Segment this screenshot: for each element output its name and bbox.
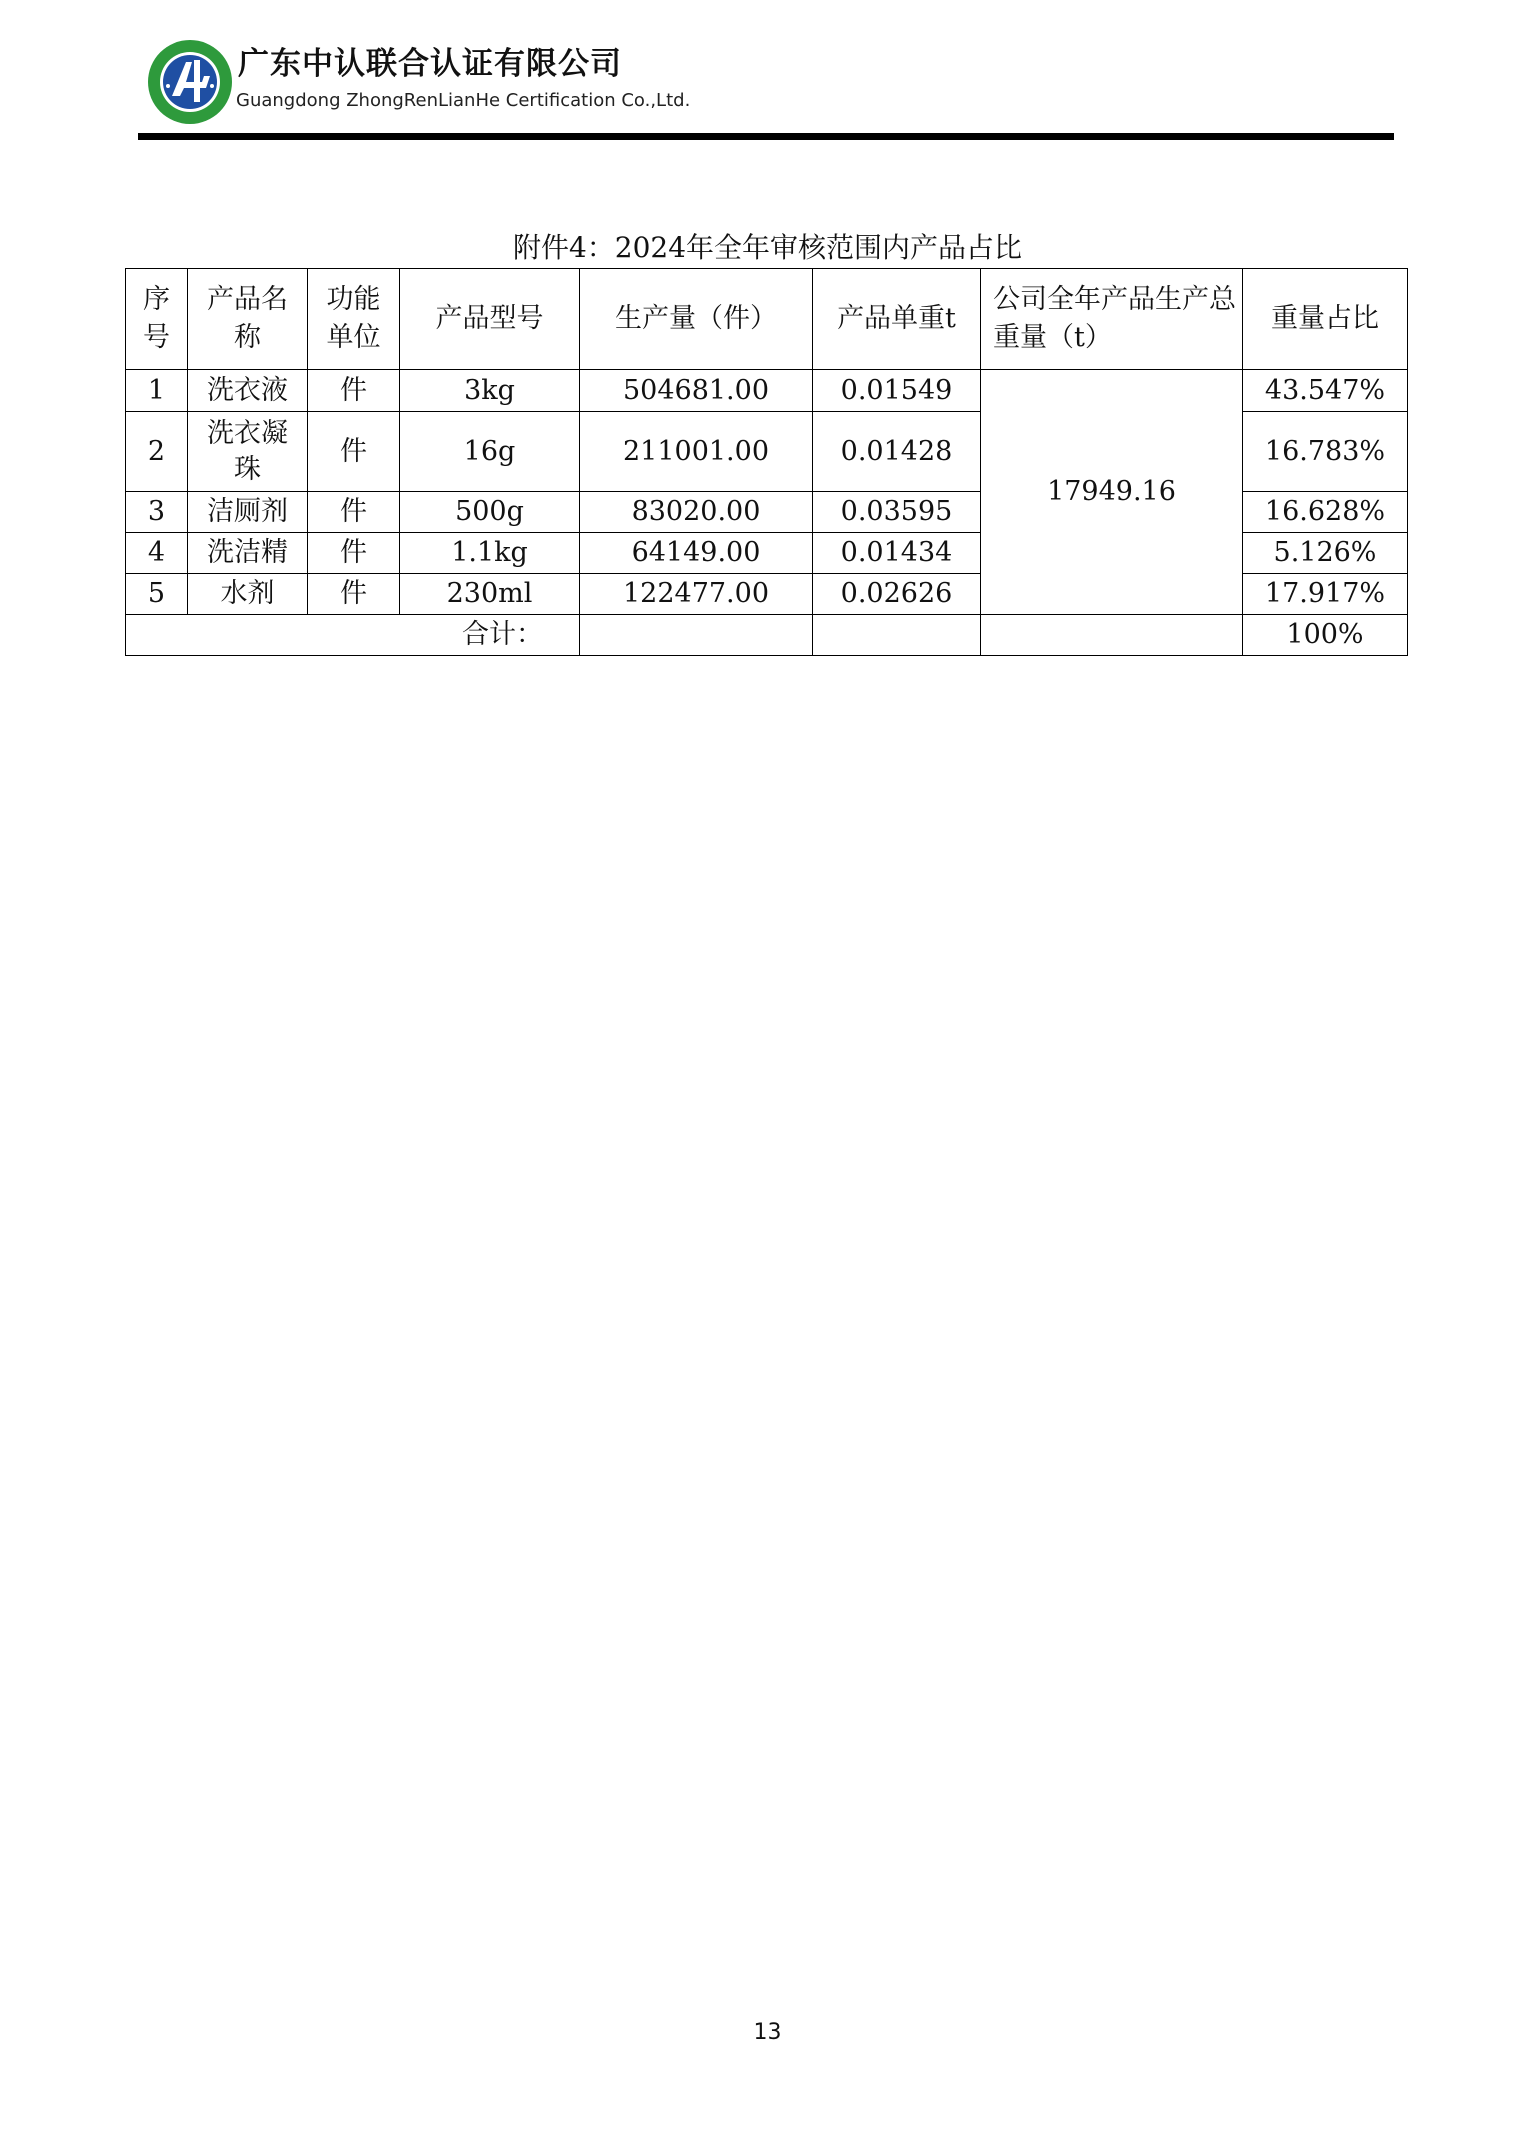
total-share: 100% [1243,615,1408,656]
header-seq: 序号 [126,269,188,370]
total-total-weight [981,615,1243,656]
cell-seq: 5 [126,574,188,615]
header-model: 产品型号 [400,269,580,370]
product-share-table [125,268,1408,656]
table-caption: 附件4：2024年全年审核范围内产品占比 [512,231,1023,264]
product-share-table-wrap [125,268,1407,656]
cell-name: 洗衣液 [188,370,308,412]
cell-unit-weight: 0.01434 [813,533,981,574]
table-header-row [126,269,1408,370]
total-label: 合计： [126,615,580,656]
cell-unit: 件 [308,492,400,533]
cell-name: 洗衣凝珠 [188,412,308,492]
cell-model: 500g [400,492,580,533]
cell-unit: 件 [308,533,400,574]
cell-unit-weight: 0.01549 [813,370,981,412]
table-total-row [126,615,1408,656]
company-name-cn: 广东中认联合认证有限公司 [238,46,622,82]
cell-unit: 件 [308,574,400,615]
header-output: 生产量（件） [580,269,813,370]
cell-unit: 件 [308,412,400,492]
cell-output: 64149.00 [580,533,813,574]
header-share: 重量占比 [1243,269,1408,370]
cell-model: 3kg [400,370,580,412]
cell-total-weight: 17949.16 [981,370,1243,615]
cell-output: 122477.00 [580,574,813,615]
header-unit-weight: 产品单重t [813,269,981,370]
cell-output: 211001.00 [580,412,813,492]
header-total-weight: 公司全年产品生产总重量（t） [981,269,1243,370]
cell-seq: 2 [126,412,188,492]
cell-seq: 3 [126,492,188,533]
cell-share: 43.547% [1243,370,1408,412]
cell-share: 16.628% [1243,492,1408,533]
cell-unit: 件 [308,370,400,412]
cell-share: 17.917% [1243,574,1408,615]
company-name-en: Guangdong ZhongRenLianHe Certification Co.,Ltd. [236,90,691,111]
page-number: 13 [753,2020,782,2045]
cell-output: 83020.00 [580,492,813,533]
table-row [126,370,1408,412]
company-logo-icon [146,38,234,126]
cell-name: 水剂 [188,574,308,615]
cell-seq: 4 [126,533,188,574]
total-output [580,615,813,656]
cell-output: 504681.00 [580,370,813,412]
cell-share: 16.783% [1243,412,1408,492]
cell-unit-weight: 0.03595 [813,492,981,533]
cell-unit-weight: 0.01428 [813,412,981,492]
cell-seq: 1 [126,370,188,412]
header-name: 产品名称 [188,269,308,370]
cell-name: 洗洁精 [188,533,308,574]
cell-model: 1.1kg [400,533,580,574]
cell-unit-weight: 0.02626 [813,574,981,615]
cell-share: 5.126% [1243,533,1408,574]
header-divider [138,133,1394,140]
header-unit: 功能单位 [308,269,400,370]
cell-model: 230ml [400,574,580,615]
page-header [138,34,1394,134]
total-unit-weight [813,615,981,656]
cell-name: 洁厕剂 [188,492,308,533]
cell-model: 16g [400,412,580,492]
